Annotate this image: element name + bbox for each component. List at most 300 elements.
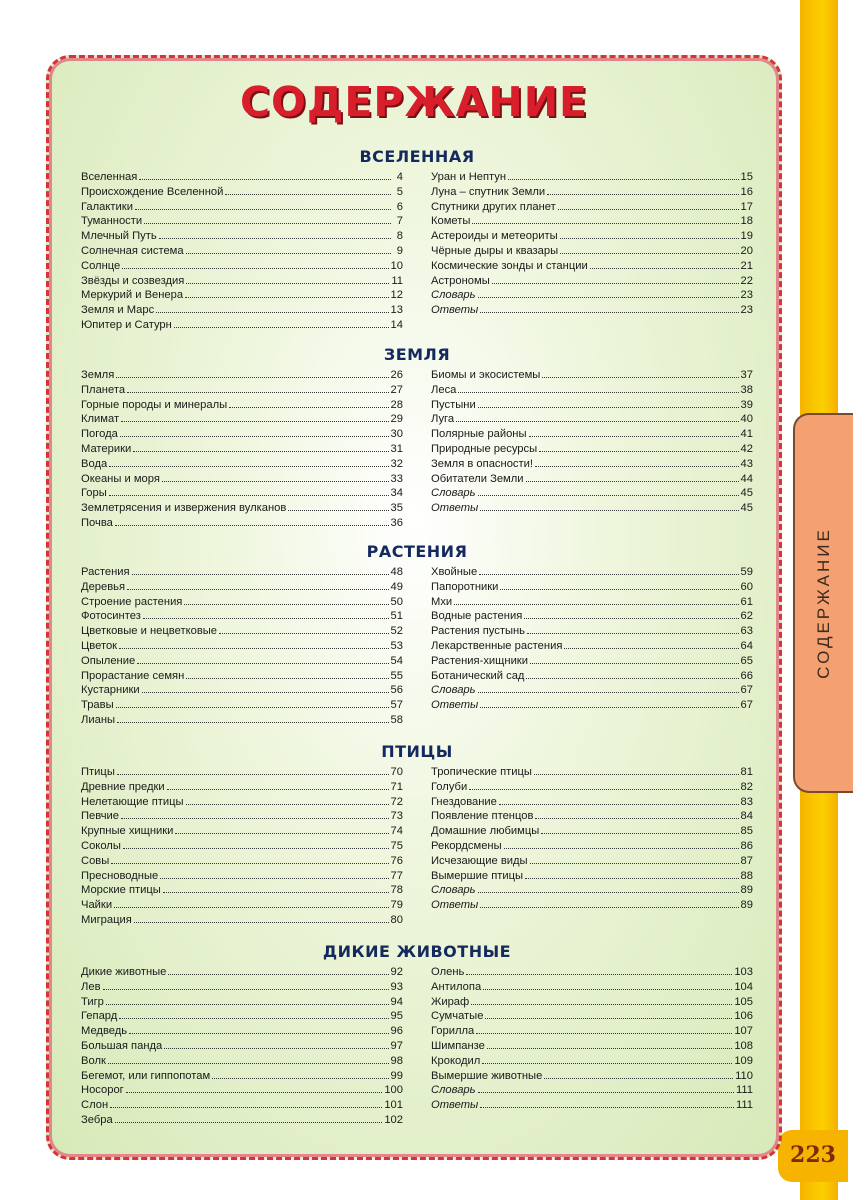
toc-entry[interactable] (431, 580, 753, 595)
toc-entry-title: Земля и Марс (81, 304, 155, 317)
dot-leader (530, 662, 739, 664)
toc-entry-title: Слон (81, 1099, 109, 1112)
toc-entry[interactable] (81, 170, 403, 185)
toc-entry-page: 56 (390, 684, 403, 697)
toc-entry[interactable] (81, 824, 403, 839)
toc-entry-page: 81 (740, 766, 753, 778)
toc-entry[interactable] (81, 595, 403, 610)
dot-leader (119, 647, 388, 649)
toc-entry[interactable] (431, 501, 753, 516)
toc-entry[interactable] (81, 780, 403, 795)
toc-entry-page: 7 (396, 215, 403, 228)
dot-leader (122, 267, 388, 269)
toc-entry[interactable] (431, 824, 753, 839)
dot-leader (116, 706, 389, 708)
toc-entry-page: 13 (390, 304, 403, 317)
toc-entry[interactable] (81, 303, 403, 318)
toc-entry-page: 31 (390, 442, 403, 455)
toc-entry-page: 108 (734, 1039, 753, 1052)
dot-leader (120, 435, 389, 437)
toc-entry-page: 98 (390, 1054, 403, 1067)
page-number: 223 (790, 1142, 836, 1168)
toc-entry-title: Лианы (81, 713, 116, 726)
left-column (81, 765, 403, 928)
dot-leader (535, 817, 738, 819)
right-column (431, 765, 753, 913)
toc-entry[interactable] (431, 854, 753, 869)
toc-entry-title: Бегемот, или гиппопотам (81, 1069, 211, 1082)
toc-entry-title: Деревья (81, 580, 126, 593)
toc-entry[interactable] (431, 244, 753, 259)
toc-entry[interactable] (431, 303, 753, 318)
toc-entry[interactable] (431, 457, 753, 472)
dot-leader (185, 296, 388, 298)
toc-entry-page: 53 (390, 639, 403, 652)
toc-entry[interactable] (81, 565, 403, 580)
dot-leader (504, 847, 739, 849)
toc-entry[interactable] (431, 368, 753, 383)
toc-entry-page: 38 (740, 383, 753, 396)
toc-entry-title: Словарь (431, 487, 476, 500)
dot-leader (456, 420, 738, 422)
toc-entry[interactable] (431, 472, 753, 487)
toc-entry-page: 54 (390, 654, 403, 667)
toc-entry[interactable] (431, 624, 753, 639)
toc-entry-page: 55 (390, 669, 403, 682)
toc-entry-page: 101 (384, 1099, 403, 1112)
toc-entry-title: Обитатели Земли (431, 472, 524, 485)
left-column (81, 170, 403, 333)
dot-leader (542, 376, 738, 378)
dot-leader (471, 1003, 732, 1005)
dot-leader (560, 237, 739, 239)
toc-entry[interactable] (81, 713, 403, 728)
toc-entry-title: Землетрясения и извержения вулканов (81, 502, 287, 515)
toc-entry[interactable] (81, 669, 403, 684)
toc-entry-title: Материки (81, 442, 132, 455)
dot-leader (175, 832, 388, 834)
toc-entry[interactable] (81, 654, 403, 669)
toc-entry-title: Ответы (431, 304, 479, 317)
toc-entry[interactable] (81, 442, 403, 457)
toc-entry[interactable] (81, 1069, 403, 1084)
toc-entry-title: Словарь (431, 289, 476, 302)
toc-entry-page: 26 (390, 369, 403, 381)
toc-entry-title: Зебра (81, 1113, 113, 1126)
toc-entry[interactable] (81, 457, 403, 472)
toc-entry[interactable] (431, 398, 753, 413)
toc-entry[interactable] (431, 654, 753, 669)
right-column (431, 368, 753, 516)
toc-entry-page: 17 (740, 200, 753, 213)
toc-entry-title: Вымершие животные (431, 1069, 543, 1082)
toc-entry-title: Соколы (81, 839, 121, 852)
dot-leader (458, 391, 738, 393)
toc-entry[interactable] (81, 486, 403, 501)
dot-leader (110, 1106, 382, 1108)
toc-entry-page: 94 (390, 995, 403, 1008)
dot-leader (539, 450, 738, 452)
toc-entry-page: 106 (734, 1010, 753, 1023)
toc-entry-title: Сумчатые (431, 1010, 484, 1023)
dot-leader (186, 677, 388, 679)
toc-entry[interactable] (431, 639, 753, 654)
dot-leader (117, 721, 389, 723)
toc-entry-page: 82 (740, 780, 753, 793)
toc-entry[interactable] (81, 318, 403, 333)
toc-entry-title: Тигр (81, 995, 104, 1008)
dot-leader (119, 1017, 388, 1019)
toc-entry[interactable] (431, 595, 753, 610)
toc-entry[interactable] (431, 1039, 753, 1054)
toc-entry-title: Природные ресурсы (431, 442, 538, 455)
dot-leader (162, 480, 389, 482)
toc-entry-page: 89 (740, 899, 753, 912)
toc-entry[interactable] (81, 1009, 403, 1024)
toc-entry[interactable] (81, 383, 403, 398)
dot-leader (219, 632, 389, 634)
toc-entry[interactable] (81, 229, 403, 244)
dot-leader (127, 588, 388, 590)
toc-entry-title: Астрономы (431, 274, 490, 287)
toc-entry-page: 19 (740, 230, 753, 243)
dot-leader (116, 376, 388, 378)
dot-leader (156, 311, 388, 313)
dot-leader (108, 1062, 389, 1064)
section-plants (49, 541, 785, 763)
toc-entry-title: Хвойные (431, 566, 478, 578)
toc-entry-page: 32 (390, 457, 403, 470)
toc-entry[interactable] (431, 780, 753, 795)
page-title: СОДЕРЖАНИЕ (239, 78, 589, 126)
dot-leader (133, 450, 388, 452)
toc-entry[interactable] (81, 809, 403, 824)
toc-entry[interactable] (81, 1113, 403, 1128)
toc-entry-page: 87 (740, 854, 753, 867)
dot-leader (229, 406, 388, 408)
toc-entry[interactable] (431, 288, 753, 303)
toc-entry[interactable] (431, 274, 753, 289)
toc-entry-title: Словарь (431, 684, 476, 697)
toc-entry[interactable] (81, 472, 403, 487)
toc-entry[interactable] (81, 839, 403, 854)
toc-entry[interactable] (81, 288, 403, 303)
toc-entry-title: Медведь (81, 1025, 128, 1038)
section-earth (49, 344, 785, 566)
toc-entry[interactable] (431, 383, 753, 398)
toc-entry[interactable] (81, 259, 403, 274)
toc-entry[interactable] (81, 412, 403, 427)
toc-entry[interactable] (431, 486, 753, 501)
toc-entry[interactable] (81, 398, 403, 413)
contents-panel (46, 55, 782, 1160)
toc-entry-title: Почва (81, 516, 113, 529)
toc-entry-title: Словарь (431, 884, 476, 897)
toc-entry[interactable] (81, 244, 403, 259)
dot-leader (499, 803, 739, 805)
toc-entry-title: Словарь (431, 1084, 476, 1097)
toc-entry-title: Крупные хищники (81, 825, 174, 838)
toc-entry-title: Миграция (81, 913, 132, 926)
toc-entry-page: 110 (735, 1069, 753, 1082)
toc-entry-page: 66 (740, 669, 753, 682)
toc-entry-title: Уран и Нептун (431, 171, 507, 183)
toc-entry[interactable] (81, 639, 403, 654)
dot-leader (160, 877, 388, 879)
toc-entry[interactable] (431, 669, 753, 684)
right-column (431, 170, 753, 318)
toc-entry[interactable] (81, 516, 403, 531)
toc-entry[interactable] (431, 609, 753, 624)
toc-entry[interactable] (81, 609, 403, 624)
toc-entry[interactable] (431, 259, 753, 274)
dot-leader (480, 1106, 734, 1108)
dot-leader (535, 465, 739, 467)
toc-entry-page: 80 (390, 913, 403, 926)
toc-entry[interactable] (81, 913, 403, 928)
toc-entry[interactable] (81, 214, 403, 229)
dot-leader (544, 1077, 733, 1079)
toc-entry[interactable] (81, 698, 403, 713)
toc-entry-page: 88 (740, 869, 753, 882)
toc-entry[interactable] (81, 683, 403, 698)
toc-entry[interactable] (81, 185, 403, 200)
toc-entry-title: Крокодил (431, 1054, 481, 1067)
toc-entry[interactable] (431, 1009, 753, 1024)
page-number-tab (778, 1130, 848, 1182)
toc-entry-page: 57 (390, 699, 403, 712)
toc-entry[interactable] (431, 980, 753, 995)
dot-leader (121, 420, 388, 422)
side-tab-label: СОДЕРЖАНИЕ (814, 527, 833, 679)
toc-entry-title: Морские птицы (81, 884, 161, 897)
dot-leader (478, 296, 739, 298)
dot-leader (526, 677, 738, 679)
dot-leader (480, 906, 738, 908)
toc-entry-title: Ответы (431, 899, 479, 912)
section-heading: ВСЕЛЕННАЯ (359, 147, 475, 166)
toc-entry-title: Ботанический сад (431, 669, 525, 682)
dot-leader (454, 603, 738, 605)
dot-leader (524, 617, 738, 619)
toc-entry[interactable] (431, 412, 753, 427)
dot-leader (479, 573, 738, 575)
toc-entry-page: 58 (390, 713, 403, 726)
toc-entry-page: 99 (390, 1069, 403, 1082)
toc-entry[interactable] (431, 995, 753, 1010)
toc-entry-page: 102 (384, 1113, 403, 1126)
dot-leader (117, 773, 389, 775)
toc-entry-page: 95 (390, 1010, 403, 1023)
toc-entry[interactable] (431, 809, 753, 824)
toc-entry-title: Опыление (81, 654, 136, 667)
toc-entry[interactable] (431, 200, 753, 215)
toc-entry[interactable] (81, 501, 403, 516)
toc-entry[interactable] (431, 765, 753, 780)
toc-entry-page: 103 (734, 966, 753, 978)
toc-entry-title: Древние предки (81, 780, 165, 793)
dot-leader (163, 891, 389, 893)
dot-leader (288, 509, 388, 511)
toc-entry-title: Фотосинтез (81, 610, 141, 623)
dot-leader (469, 788, 738, 790)
toc-entry-title: Дикие животные (81, 966, 167, 978)
toc-entry[interactable] (431, 683, 753, 698)
toc-entry-page: 93 (390, 980, 403, 993)
toc-entry[interactable] (81, 883, 403, 898)
toc-entry-page: 23 (740, 289, 753, 302)
dot-leader (541, 832, 738, 834)
toc-entry-title: Ответы (431, 1099, 479, 1112)
toc-entry[interactable] (81, 200, 403, 215)
toc-entry[interactable] (81, 995, 403, 1010)
toc-entry[interactable] (431, 898, 753, 913)
toc-entry[interactable] (431, 869, 753, 884)
toc-entry[interactable] (81, 898, 403, 913)
toc-entry-title: Горилла (431, 1025, 475, 1038)
toc-entry[interactable] (81, 795, 403, 810)
dot-leader (478, 406, 739, 408)
toc-entry[interactable] (81, 1054, 403, 1069)
toc-entry[interactable] (81, 869, 403, 884)
toc-entry[interactable] (81, 1083, 403, 1098)
toc-entry-page: 92 (390, 966, 403, 978)
dot-leader (485, 1017, 732, 1019)
toc-entry-page: 83 (740, 795, 753, 808)
toc-entry-page: 10 (390, 259, 403, 272)
toc-entry-page: 100 (384, 1084, 403, 1097)
dot-leader (487, 1047, 732, 1049)
dot-leader (492, 282, 739, 284)
dot-leader (186, 803, 389, 805)
toc-entry-page: 65 (740, 654, 753, 667)
toc-entry[interactable] (81, 368, 403, 383)
dot-leader (109, 465, 388, 467)
dot-leader (132, 573, 389, 575)
toc-entry[interactable] (431, 1069, 753, 1084)
section-wild-animals (49, 941, 785, 1163)
toc-entry-title: Кометы (431, 215, 471, 228)
toc-entry-page: 74 (390, 825, 403, 838)
toc-entry-title: Вымершие птицы (431, 869, 524, 882)
dot-leader (526, 480, 739, 482)
dot-leader (103, 988, 389, 990)
dot-leader (472, 222, 738, 224)
toc-entry-title: Планета (81, 383, 126, 396)
side-tab[interactable] (793, 413, 853, 793)
toc-entry[interactable] (431, 1098, 753, 1113)
toc-entry-title: Солнечная система (81, 244, 184, 257)
toc-entry-title: Мхи (431, 595, 453, 608)
dot-leader (123, 847, 389, 849)
right-column (431, 965, 753, 1113)
toc-entry-page: 111 (735, 1084, 753, 1097)
toc-entry-title: Солнце (81, 259, 121, 272)
toc-entry[interactable] (81, 624, 403, 639)
toc-entry-page: 44 (740, 472, 753, 485)
toc-entry-title: Пустыни (431, 398, 476, 411)
toc-entry-page: 8 (396, 230, 403, 243)
toc-entry[interactable] (431, 427, 753, 442)
toc-entry[interactable] (81, 854, 403, 869)
dot-leader (564, 647, 738, 649)
toc-entry[interactable] (431, 1083, 753, 1098)
toc-entry-page: 6 (396, 200, 403, 213)
toc-entry[interactable] (81, 765, 403, 780)
toc-entry[interactable] (431, 839, 753, 854)
toc-entry-page: 52 (390, 625, 403, 638)
dot-leader (590, 267, 739, 269)
toc-entry-title: Луна – спутник Земли (431, 185, 546, 198)
dot-leader (129, 1032, 388, 1034)
toc-entry[interactable] (431, 965, 753, 980)
toc-entry-page: 60 (740, 580, 753, 593)
toc-entry-page: 78 (390, 884, 403, 897)
toc-entry-page: 50 (390, 595, 403, 608)
toc-entry-page: 67 (740, 699, 753, 712)
dot-leader (115, 524, 389, 526)
toc-entry-title: Лев (81, 980, 101, 993)
toc-entry-title: Исчезающие виды (431, 854, 528, 867)
toc-entry[interactable] (81, 1024, 403, 1039)
toc-entry-title: Астероиды и метеориты (431, 230, 558, 243)
toc-entry[interactable] (81, 427, 403, 442)
toc-entry[interactable] (431, 1024, 753, 1039)
toc-entry-page: 97 (390, 1039, 403, 1052)
toc-entry-page: 39 (740, 398, 753, 411)
toc-entry-page: 36 (390, 516, 403, 529)
toc-entry[interactable] (431, 229, 753, 244)
toc-entry-page: 62 (740, 610, 753, 623)
toc-entry-page: 45 (740, 487, 753, 500)
toc-entry[interactable] (431, 185, 753, 200)
toc-entry[interactable] (81, 580, 403, 595)
dot-leader (159, 237, 391, 239)
toc-entry-title: Появление птенцов (431, 810, 534, 823)
toc-entry-title: Галактики (81, 200, 133, 213)
toc-entry-page: 79 (390, 899, 403, 912)
section-birds (49, 741, 785, 963)
toc-entry[interactable] (81, 1039, 403, 1054)
toc-entry[interactable] (431, 442, 753, 457)
toc-entry[interactable] (431, 698, 753, 713)
toc-entry-title: Меркурий и Венера (81, 289, 184, 302)
dot-leader (135, 208, 391, 210)
toc-entry-page: 107 (734, 1025, 753, 1038)
toc-entry-title: Земля (81, 369, 115, 381)
toc-entry-title: Нелетающие птицы (81, 795, 184, 808)
toc-entry[interactable] (431, 565, 753, 580)
toc-entry-title: Происхождение Вселенной (81, 185, 224, 198)
dot-leader (142, 691, 389, 693)
toc-entry-title: Большая панда (81, 1039, 163, 1052)
toc-entry[interactable] (431, 1054, 753, 1069)
toc-entry-title: Горы (81, 487, 107, 500)
toc-entry[interactable] (431, 795, 753, 810)
toc-entry-title: Вселенная (81, 171, 138, 183)
toc-entry[interactable] (81, 1098, 403, 1113)
toc-entry[interactable] (431, 170, 753, 185)
toc-entry[interactable] (81, 980, 403, 995)
toc-entry-title: Океаны и моря (81, 472, 160, 485)
toc-entry[interactable] (81, 274, 403, 289)
dot-leader (225, 193, 391, 195)
left-column (81, 565, 403, 728)
toc-entry[interactable] (81, 965, 403, 980)
toc-entry[interactable] (431, 214, 753, 229)
toc-entry[interactable] (431, 883, 753, 898)
toc-entry-page: 12 (390, 289, 403, 302)
